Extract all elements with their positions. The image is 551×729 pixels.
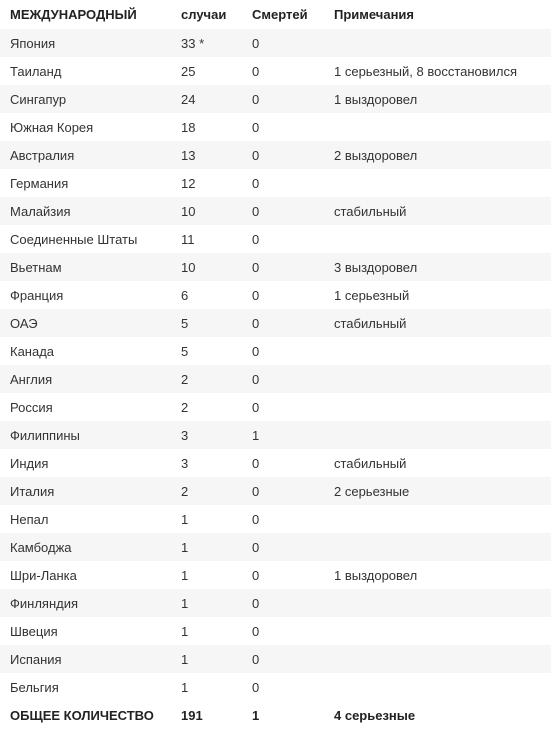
table-header	[0, 0, 551, 29]
cell-cases: 3	[171, 421, 242, 449]
cell-cases: 25	[171, 57, 242, 85]
cell-notes	[324, 225, 551, 253]
cell-notes	[324, 29, 551, 57]
cell-cases: 24	[171, 85, 242, 113]
header-deaths: Смертей	[242, 0, 324, 29]
table-row	[0, 169, 551, 197]
table-row	[0, 197, 551, 225]
cell-cases: 1	[171, 673, 242, 701]
cell-cases: 1	[171, 505, 242, 533]
total-country: ОБЩЕЕ КОЛИЧЕСТВО	[0, 701, 171, 729]
cell-notes	[324, 505, 551, 533]
cell-country: Индия	[0, 449, 171, 477]
cell-notes: 1 серьезный, 8 восстановился	[324, 57, 551, 85]
cell-notes: стабильный	[324, 449, 551, 477]
table-row	[0, 589, 551, 617]
cell-notes	[324, 589, 551, 617]
cell-country: Филиппины	[0, 421, 171, 449]
cell-deaths: 0	[242, 673, 324, 701]
cell-notes: 1 выздоровел	[324, 85, 551, 113]
cell-deaths: 0	[242, 225, 324, 253]
table-body	[0, 29, 551, 701]
cell-country: Соединенные Штаты	[0, 225, 171, 253]
cell-deaths: 0	[242, 141, 324, 169]
cell-cases: 3	[171, 449, 242, 477]
table-row	[0, 141, 551, 169]
table-row	[0, 449, 551, 477]
cell-deaths: 0	[242, 449, 324, 477]
cell-deaths: 0	[242, 309, 324, 337]
cell-deaths: 0	[242, 113, 324, 141]
header-notes: Примечания	[324, 0, 551, 29]
cell-deaths: 0	[242, 85, 324, 113]
cell-notes: 2 выздоровел	[324, 141, 551, 169]
cell-cases: 2	[171, 365, 242, 393]
cell-cases: 18	[171, 113, 242, 141]
cell-cases: 1	[171, 589, 242, 617]
table-row	[0, 85, 551, 113]
table-row	[0, 393, 551, 421]
cell-cases: 6	[171, 281, 242, 309]
total-row	[0, 701, 551, 729]
table-row	[0, 645, 551, 673]
cell-country: Непал	[0, 505, 171, 533]
cell-cases: 10	[171, 253, 242, 281]
cell-deaths: 0	[242, 169, 324, 197]
cell-notes	[324, 533, 551, 561]
cell-country: Бельгия	[0, 673, 171, 701]
table-row	[0, 365, 551, 393]
table-footer	[0, 701, 551, 729]
cell-cases: 33 *	[171, 29, 242, 57]
cell-notes	[324, 645, 551, 673]
table-row	[0, 561, 551, 589]
cell-deaths: 0	[242, 561, 324, 589]
header-cases: случаи	[171, 0, 242, 29]
cell-notes	[324, 337, 551, 365]
cell-deaths: 0	[242, 29, 324, 57]
cell-country: Швеция	[0, 617, 171, 645]
cell-cases: 13	[171, 141, 242, 169]
cell-deaths: 0	[242, 337, 324, 365]
cell-deaths: 0	[242, 253, 324, 281]
total-deaths: 1	[242, 701, 324, 729]
table-row	[0, 57, 551, 85]
cell-cases: 1	[171, 533, 242, 561]
cell-country: Франция	[0, 281, 171, 309]
cell-country: Канада	[0, 337, 171, 365]
table-row	[0, 477, 551, 505]
cell-deaths: 0	[242, 533, 324, 561]
total-cases: 191	[171, 701, 242, 729]
cell-notes	[324, 393, 551, 421]
cell-country: Италия	[0, 477, 171, 505]
cell-cases: 2	[171, 477, 242, 505]
cell-cases: 5	[171, 337, 242, 365]
cell-cases: 5	[171, 309, 242, 337]
cell-cases: 1	[171, 561, 242, 589]
cell-country: Шри-Ланка	[0, 561, 171, 589]
total-notes: 4 серьезные	[324, 701, 551, 729]
cell-country: Германия	[0, 169, 171, 197]
table-row	[0, 533, 551, 561]
table-row	[0, 505, 551, 533]
cell-cases: 2	[171, 393, 242, 421]
header-country: МЕЖДУНАРОДНЫЙ	[0, 0, 171, 29]
cell-cases: 1	[171, 617, 242, 645]
cell-country: Россия	[0, 393, 171, 421]
cell-notes: 2 серьезные	[324, 477, 551, 505]
cell-country: Япония	[0, 29, 171, 57]
table-row	[0, 337, 551, 365]
cell-notes: стабильный	[324, 197, 551, 225]
table-row	[0, 225, 551, 253]
cell-deaths: 0	[242, 281, 324, 309]
cell-notes: 1 выздоровел	[324, 561, 551, 589]
cell-deaths: 0	[242, 505, 324, 533]
cell-deaths: 0	[242, 617, 324, 645]
cell-deaths: 0	[242, 393, 324, 421]
cell-notes: 1 серьезный	[324, 281, 551, 309]
cell-country: Таиланд	[0, 57, 171, 85]
cell-country: Англия	[0, 365, 171, 393]
cell-country: ОАЭ	[0, 309, 171, 337]
cell-deaths: 0	[242, 57, 324, 85]
cell-deaths: 0	[242, 589, 324, 617]
cell-country: Южная Корея	[0, 113, 171, 141]
cell-notes: стабильный	[324, 309, 551, 337]
cell-cases: 11	[171, 225, 242, 253]
cell-notes	[324, 617, 551, 645]
cell-deaths: 0	[242, 365, 324, 393]
cell-notes: 3 выздоровел	[324, 253, 551, 281]
cell-cases: 12	[171, 169, 242, 197]
cell-country: Финляндия	[0, 589, 171, 617]
table-row	[0, 309, 551, 337]
cell-deaths: 1	[242, 421, 324, 449]
cell-cases: 1	[171, 645, 242, 673]
cell-notes	[324, 421, 551, 449]
table-row	[0, 113, 551, 141]
table-row	[0, 281, 551, 309]
table-row	[0, 421, 551, 449]
cell-notes	[324, 113, 551, 141]
table-row	[0, 29, 551, 57]
table-row	[0, 617, 551, 645]
cell-country: Малайзия	[0, 197, 171, 225]
cell-cases: 10	[171, 197, 242, 225]
cell-country: Вьетнам	[0, 253, 171, 281]
cell-country: Сингапур	[0, 85, 171, 113]
cell-deaths: 0	[242, 645, 324, 673]
cell-notes	[324, 365, 551, 393]
cell-country: Испания	[0, 645, 171, 673]
cell-country: Австралия	[0, 141, 171, 169]
cell-notes	[324, 673, 551, 701]
cell-deaths: 0	[242, 477, 324, 505]
header-row	[0, 0, 551, 29]
table-row	[0, 253, 551, 281]
table-row	[0, 673, 551, 701]
cell-country: Камбоджа	[0, 533, 171, 561]
cell-deaths: 0	[242, 197, 324, 225]
cell-notes	[324, 169, 551, 197]
